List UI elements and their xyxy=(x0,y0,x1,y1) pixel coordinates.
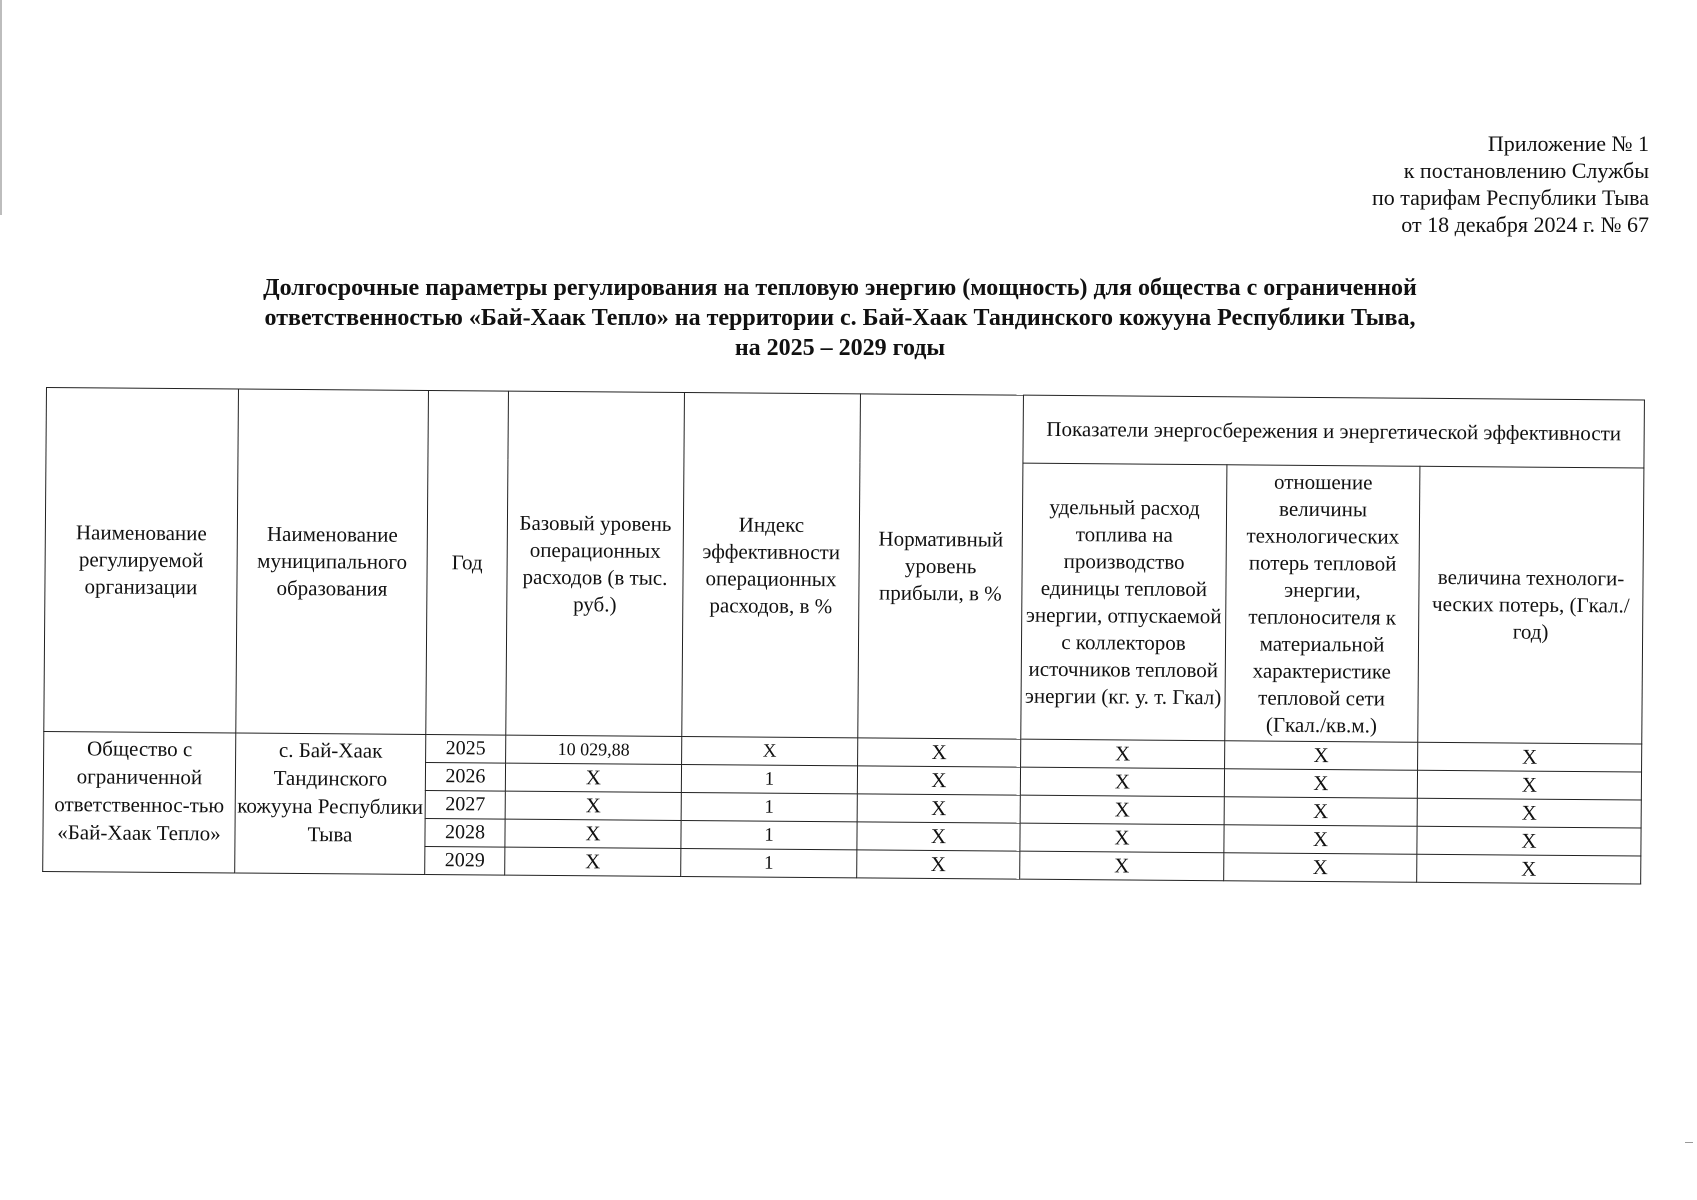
annex-resolution: к постановлению Службы xyxy=(1403,158,1649,183)
header-efficiency-index: Индекс эффективности операционных расходов, в % xyxy=(682,393,861,738)
cell-loss-ratio: X xyxy=(1225,741,1418,771)
cell-tech-losses: X xyxy=(1417,770,1641,800)
cell-loss-ratio: X xyxy=(1224,769,1417,799)
header-fuel-rate: удельный расход топлива на производство единицы тепловой энергии, отпускаемой с коллекторов источников тепловой энергии (кг. у. т. Гкал) xyxy=(1021,463,1227,741)
cell-year: 2029 xyxy=(425,846,505,875)
annex-agency: по тарифам Республики Тыва xyxy=(1372,185,1649,210)
cell-base-level: 10 029,88 xyxy=(506,735,682,764)
cell-loss-ratio: X xyxy=(1224,853,1417,883)
scan-edge-line xyxy=(0,0,2,215)
cell-fuel-rate: X xyxy=(1020,767,1224,797)
title-line-2: ответственностью «Бай-Хаак Тепло» на территории с. Бай-Хаак Тандинского кожууна Республики Тыва, xyxy=(264,305,1416,331)
annex-date: от 18 декабря 2024 г. № 67 xyxy=(1401,212,1649,237)
annex-number: Приложение № 1 xyxy=(1487,131,1649,156)
cell-base-level: X xyxy=(505,791,681,820)
cell-profit-level: X xyxy=(857,850,1020,879)
cell-tech-losses: X xyxy=(1417,854,1641,884)
cell-loss-ratio: X xyxy=(1224,825,1417,855)
cell-efficiency-index: 1 xyxy=(681,849,857,878)
header-loss-ratio: отношение величины технологических потерь тепловой энергии, теплоносителя к материальной характеристике тепловой сети (Гкал./кв.м.) xyxy=(1225,465,1420,743)
cell-profit-level: X xyxy=(857,794,1020,823)
cell-base-level: X xyxy=(505,819,681,848)
document-title xyxy=(120,273,1560,363)
cell-base-level: X xyxy=(505,763,681,792)
cell-fuel-rate: X xyxy=(1020,823,1224,853)
cell-fuel-rate: X xyxy=(1020,851,1224,881)
cell-year: 2027 xyxy=(425,790,505,819)
cell-tech-losses: X xyxy=(1418,742,1642,772)
cell-profit-level: X xyxy=(857,822,1020,851)
scan-mark xyxy=(1685,1142,1693,1143)
cell-efficiency-index: 1 xyxy=(681,793,857,822)
annex-block xyxy=(1372,130,1649,238)
cell-loss-ratio: X xyxy=(1224,797,1417,827)
cell-organization: Общество с ограниченной ответственнос-тью «Бай-Хаак Тепло» xyxy=(43,731,236,873)
parameters-table-wrapper xyxy=(42,387,1644,885)
title-line-3: на 2025 – 2029 годы xyxy=(734,335,946,361)
cell-profit-level: X xyxy=(857,766,1020,795)
parameters-table xyxy=(42,387,1645,885)
cell-efficiency-index: X xyxy=(682,737,858,766)
cell-fuel-rate: X xyxy=(1021,739,1225,769)
cell-year: 2026 xyxy=(425,762,505,791)
title-line-1: Долгосрочные параметры регулирования на тепловую энергию (мощность) для общества с ограниченной xyxy=(263,275,1417,301)
cell-fuel-rate: X xyxy=(1020,795,1224,825)
cell-year: 2028 xyxy=(425,818,505,847)
header-base-level: Базовый уровень операционных расходов (в тыс. руб.) xyxy=(506,391,685,736)
header-energy-group: Показатели энергосбережения и энергетической эффективности xyxy=(1023,395,1645,468)
cell-tech-losses: X xyxy=(1417,826,1641,856)
header-year: Год xyxy=(426,391,509,736)
header-tech-losses: величина технологи-ческих потерь, (Гкал./год) xyxy=(1418,466,1644,744)
header-municipality: Наименование муниципального образования xyxy=(236,389,429,734)
cell-efficiency-index: 1 xyxy=(681,765,857,794)
cell-tech-losses: X xyxy=(1417,798,1641,828)
header-org: Наименование регулируемой организации xyxy=(44,388,239,733)
cell-base-level: X xyxy=(505,847,681,876)
cell-profit-level: X xyxy=(858,738,1021,767)
cell-municipality: с. Бай-Хаак Тандинского кожууна Республики Тыва xyxy=(235,733,426,874)
cell-efficiency-index: 1 xyxy=(681,821,857,850)
cell-year: 2025 xyxy=(426,734,506,763)
header-profit-level: Нормативный уровень прибыли, в % xyxy=(858,394,1024,739)
